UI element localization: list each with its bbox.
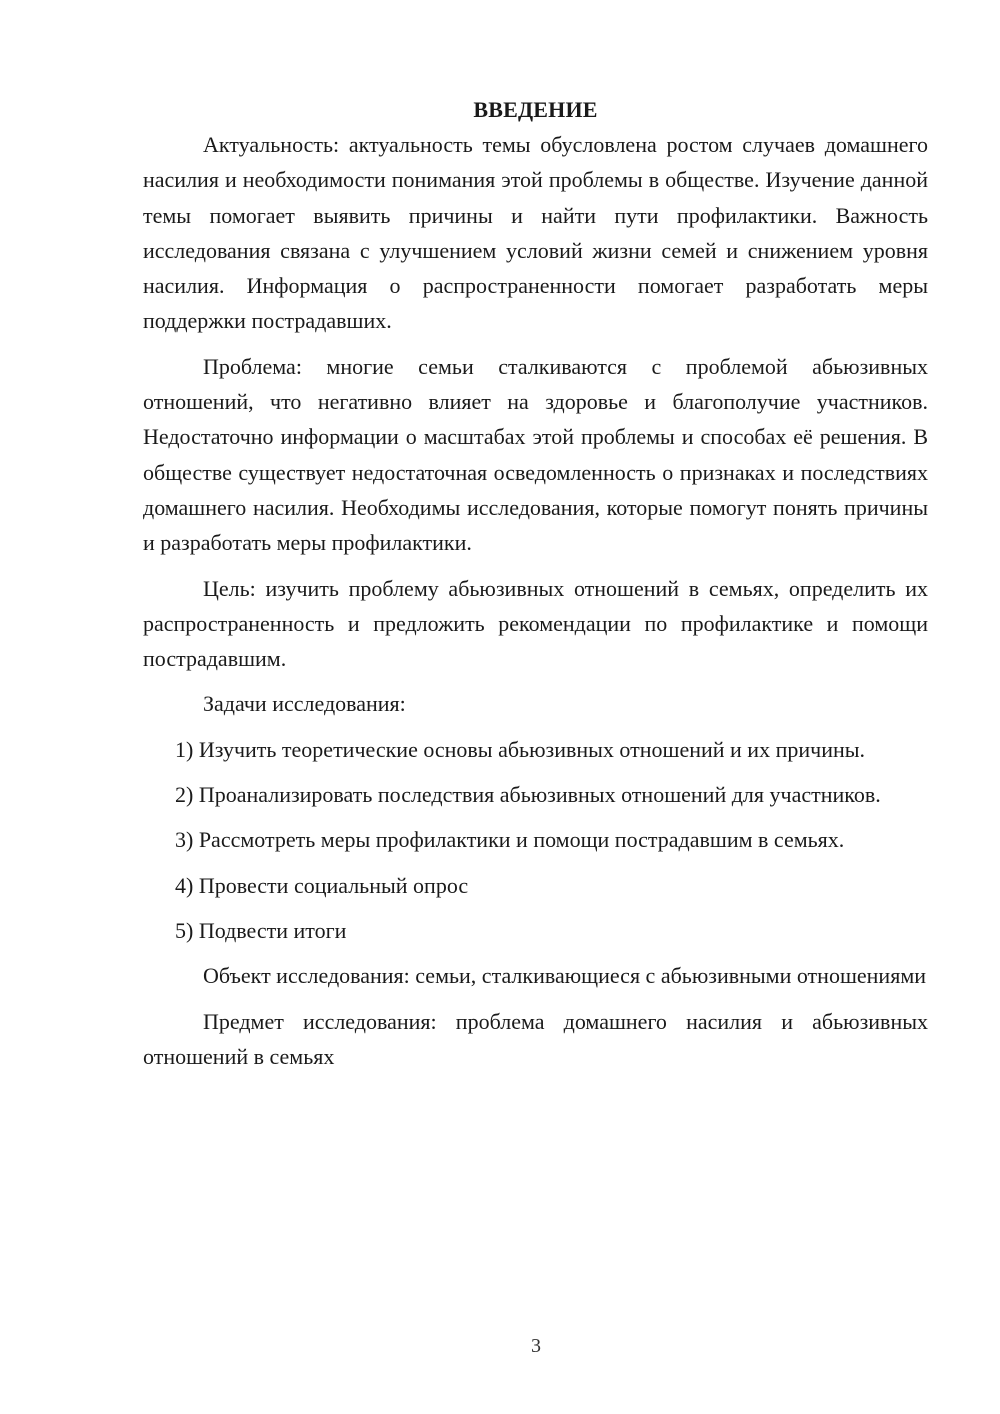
page-number: 3 [531, 1335, 541, 1357]
page-content [143, 95, 928, 1084]
subject-paragraph: Предмет исследования: проблема домашнего насилия и абьюзивных отношений в семьях [143, 1008, 928, 1069]
task-item-2: 2) Проанализировать последствия абьюзивных отношений для участников. [175, 782, 881, 808]
section-heading: ВВЕДЕНИЕ [473, 97, 598, 122]
task-item-3: 3) Рассмотреть меры профилактики и помощи пострадавшим в семьях. [175, 827, 845, 853]
goal-paragraph: Цель: изучить проблему абьюзивных отношений в семьях, определить их распространенность и предложить рекомендации по профилактике и помощи пострадавшим. [143, 575, 928, 672]
tasks-title: Задачи исследования: [203, 691, 406, 717]
relevance-paragraph: Актуальность: актуальность темы обусловлена ростом случаев домашнего насилия и необходимости понимания этой проблемы в обществе. Изучение данной темы помогает выявить причины и найти пути профилактики. Важность исследования связана с улучшением условий жизни семей и снижением уровня насилия. Информация о распространенности помогает разработать меры поддержки пострадавших. [143, 132, 928, 334]
task-item-4: 4) Провести социальный опрос [175, 872, 469, 898]
object-paragraph: Объект исследования: семьи, сталкивающиеся с абьюзивными отношениями [203, 963, 927, 989]
task-item-1: 1) Изучить теоретические основы абьюзивных отношений и их причины. [175, 736, 866, 762]
problem-paragraph: Проблема: многие семьи сталкиваются с проблемой абьюзивных отношений, что негативно влияет на здоровье и благополучие участников. Недостаточно информации о масштабах этой проблемы и способах её решения. В обществе существует недостаточная осведомленность о признаках и последствиях домашнего насилия. Необходимы исследования, которые помогут понять причины и разработать меры профилактики. [143, 353, 928, 556]
task-item-5: 5) Подвести итоги [175, 917, 347, 943]
